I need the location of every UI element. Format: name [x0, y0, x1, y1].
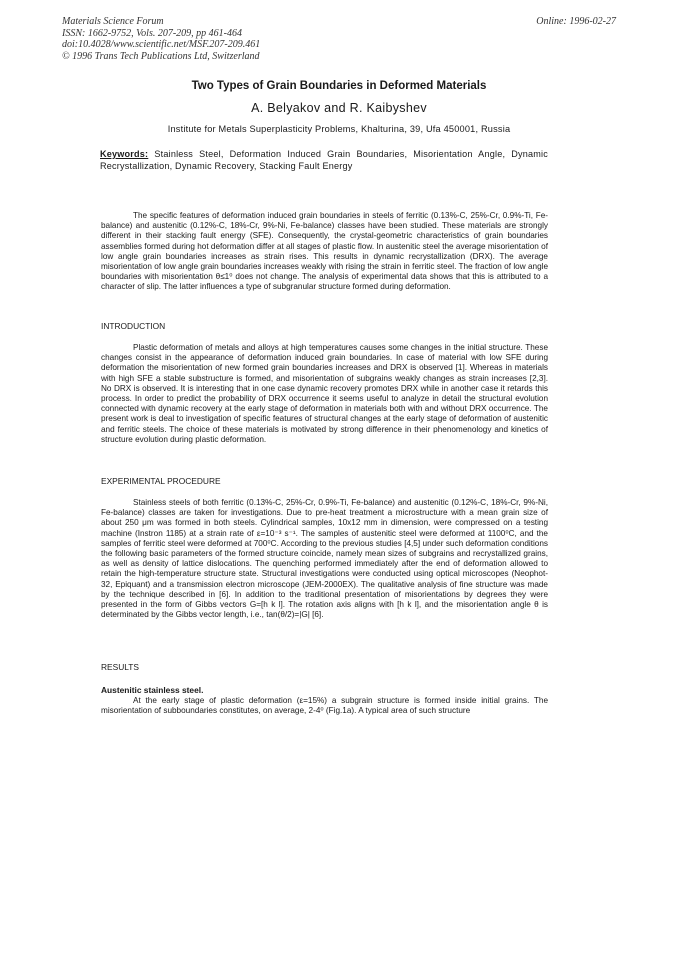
keywords-text: Stainless Steel, Deformation Induced Grain Boundaries, Misorientation Angle, Dynamic Recrystallization, Dynamic Recovery, Stacking Fault Energy: [100, 149, 548, 171]
paper-authors: A. Belyakov and R. Kaibyshev: [251, 101, 427, 115]
copyright-line: © 1996 Trans Tech Publications Ltd, Switzerland: [62, 50, 260, 62]
paper-title: Two Types of Grain Boundaries in Deformed Materials: [191, 80, 487, 92]
austenitic-text: At the early stage of plastic deformation (ε=15%) a subgrain structure is formed inside initial grains. The misorientation of subboundaries constitutes, on average, 2-4⁰ (Fig.1a). A typical area of such structure: [101, 696, 548, 716]
keywords: [100, 148, 548, 172]
introduction-body: [101, 343, 548, 445]
affiliation: Institute for Metals Superplasticity Problems, Khalturina, 39, Ufa 450001, Russia: [167, 124, 511, 134]
experimental-body: [101, 498, 548, 620]
austenitic-body: [101, 696, 548, 716]
online-date: Online: 1996-02-27: [536, 16, 616, 27]
experimental-heading: EXPERIMENTAL PROCEDURE: [101, 476, 221, 486]
abstract: [101, 211, 548, 293]
results-heading: RESULTS: [101, 662, 140, 672]
journal-name: Materials Science Forum: [62, 16, 164, 27]
introduction-heading: INTRODUCTION: [101, 321, 166, 331]
abstract-text: The specific features of deformation induced grain boundaries in steels of ferritic (0.13%-C, 25%-Cr, 0.9%-Ti, Fe-balance) and austenitic (0.12%-C, 18%-Cr, 9%-Ni, Fe-balance) classes have been studied. These materials are strongly different in their stacking fault energy (SFE). Consequently, the crystal-geometric characteristics of grain boundaries assemblies formed during hot deformation differ at all stages of plastic flow. In austenitic steel the average misorientation of low angle grain boundaries increases as strain rises. This results in dynamic recrystallization (DRX). The average misorientation of low angle grain boundaries increases weakly with rising the strain in ferritic steel. The fraction of low angle boundaries with misorientation θ≤1⁰ does not change. The analysis of experimental data shows that this is attributed to a character of slip. The latter influences a type of subgranular structure formed during deformation.: [101, 211, 548, 292]
introduction-text: Plastic deformation of metals and alloys at high temperatures causes some changes in the initial structure. These changes consist in the appearance of deformation induced grain boundaries. In case of material with low SFE during deformation the misorientation of new formed grain boundaries increases and DRX is observed [1]. Whereas in materials with high SFE a stable substructure is formed, and misorientation of subgrains weakly changes as strain increases [2,3]. No DRX is observed. It is interesting that in one case dynamic recovery promotes DRX while in another case it retards this process. In order to predict the probability of DRX occurrence it seems useful to analyze in detail the structural evolution connected with dynamic recovery at the early stage of deformation in materials both with and without DRX occurrence. The present work is deal to investigation of specific features of structural changes at the early stage of deformation of austenitic and ferritic steels. The choice of these materials is motivated by strong difference in their phenomenology and kinetics of structure evolution during plastic deformation.: [101, 343, 548, 444]
doi-line: doi:10.4028/www.scientific.net/MSF.207-209.461: [62, 39, 261, 50]
keywords-label: Keywords:: [100, 149, 149, 159]
austenitic-heading: Austenitic stainless steel.: [101, 685, 204, 695]
issn-line: ISSN: 1662-9752, Vols. 207-209, pp 461-464: [62, 27, 242, 39]
journal-header: [62, 16, 260, 62]
experimental-text: Stainless steels of both ferritic (0.13%-C, 25%-Cr, 0.9%-Ti, Fe-balance) and austenitic (0.12%-C, 18%-Cr, 9%-Ni, Fe-balance) classes are taken for investigations. Due to pre-heat treatment a microstructure with a mean grain size of about 250 μm was formed in both steels. Cylindrical samples, 10x12 mm in dimension, were compressed on a testing machine (Instron 1185) at a strain rate of ε=10⁻³ s⁻¹. The samples of austenitic steel were deformed at 1100⁰C, and the samples of ferritic steel were deformed at 700⁰C. According to the previous studies [4,5] under such deformation conditions the following basic parameters of the formed structure coincide, namely mean sizes of subgrains and recrystallized grains, as well as density of lattice dislocations. The quenching performed immediately after the end of deformation allowed to retain the high-temperature structure state. Structural investigations were conducted using optical microscopes (Neophot-32, Epiquant) and a transmission electron microscope (JEM-2000EX). The qualitative analysis of fine structure was made by the technique described in [6]. In addition to the traditional presentation of misorientations by degrees they were presented in the form of Gibbs vectors G=[h k l]. The rotation axis aligns with [h k l], and the misorientation angle θ is determinated by the Gibbs vector length, i.e., tan(θ/2)=|G| [6].: [101, 498, 548, 620]
